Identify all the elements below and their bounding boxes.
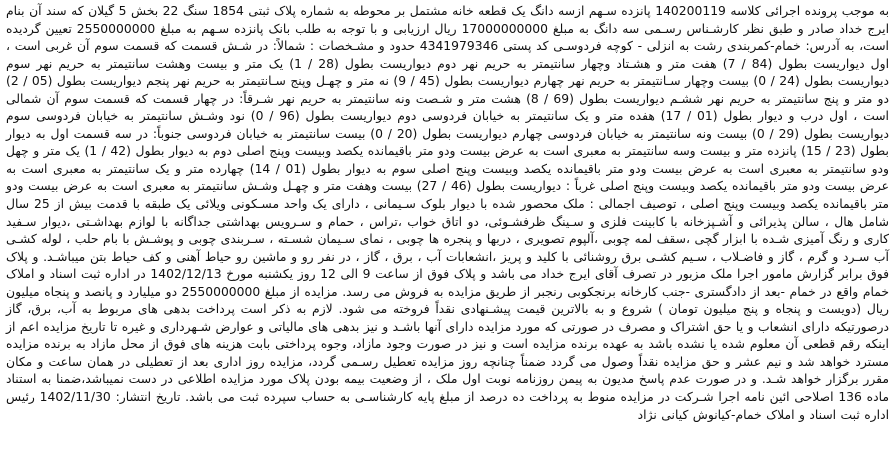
- auction-notice-body: به موجب پرونده اجرائی کلاسه 140200119 پانزده سـهم ازسه دانگ یک قطعه خانه مشتمل بر محوطه به شماره پلاک ثبتی 1854 سنگ 22 بخش 5 گیلان که سند آن بنام ایرج خداد صادر و طبق نظر کارشـناس رسـمی سه دانگ به مبلغ 17000000000 ریال ارزیابی و با توجه به طلب بانک پانزده سـهم به مبلغ 2550000000 تعیین گردیده است، به آدرس: خمام-کمربندی رشت به انزلی - کوچه فردوسـی کد پستی 4341979346 حدود و مشـخصات : شمالاً: در شـش قسمت که قسمت سوم آن غربی است ، اول دیواریست بطول (84 / 7) هفت متر و هشـتاد وچهار سانتیمتر به حریم نهر دوم دیواریست بطول (28 / 1) یک متر و بیست وهشت سانتیمتر به حریم نهر سوم دیواریست بطول (24 / 0) بیست وچهار سـانتیمتر به حریم نهر چهارم دیواریست بطول (45 / 9) نه متر و چهـل وپنج سـانتیمتر به حریم نهر پنجم دیواریست بطول (05 / 2) دو متر و پنج سانتیمتر به حریم نهر ششـم دیواریست بطول (69 / 8) هشت متر و شـصت ونه سانتیمتر به حریم نهر شـرقاً: در چهار قسمت که قسمت سوم آن شمالی است ، اول درب و دیوار بطول (01 / 17) هفده متر و یک سانتیمتر به خیابان فردوسی دوم دیواریست بطول (96 / 0) نود وشـش سانتیمتر به خیابان فردوسی سوم دیواریست بطول (29 / 0) بیست ونه سانتیمتر به خیابان فردوسی چهارم دیواریست بطول (20 / 0) بیست سانتیمتر به خیابان فردوسی جنوباً: در سه قسمت اول به دیوار بطول (23 / 15) پانزده متر و بیست وسه سانتیمتر به معبری است به عرض بیست ودو متر باقیمانده یکصد وبیست وپنج اصلی دوم به دیوار بطول (42 / 1) یک متر و چهل ودو سانتیمتر به معبری است به عرض بیست ودو متر باقیمانده یکصد وبیست وپنج اصلی سوم به دیوار بطول (01 / 14) چهارده متر و یک سانتیمتر به معبری است به عرض بیست ودو متر باقیمانده یکصد وبیست وپنج اصلی غرباً : دیواریست بطول (46 / 27) بیست وهفت متر و چهـل وشـش سانتیمتر به معبری است به عرض بیست ودو متر باقیمانده یکصد وبیست وپنج اصلی ، توصیف اجمالی : ملک محصور شده با دیوار بلوک سـیمانی ، دارای یک واحد مسـکونی ویلائی یک طبقه با قدمت بیش از 25 سال شامل هال ، سالن پذیرائی و آشـپزخانه با کابینت فلزی و سـینگ ظرفشـوئی، دو اتاق خواب ،تراس ، حمام و سـرویس بهداشتی جداگانه با لوازم بهداشـتی ،دیوار سـفید کاری و رنگ آمیزی شـده با ابزار گچی ،سقف لمه چوبی ،آلپوم تصویری ، دربها و پنجره ها چوبی ، نمای سـیمان شسـته ، سـربندی چوبی و پوشـش با بام حلب ، لوله کشـی آب سـرد و گرم ، گاز و فاضـلاب ، سـیم کشـی برق روشنائی با کلید و پریز ،انشعابات آب ، برق ، گاز ، در نفر رو و ماشین رو حیاط آهنی و کف حیاط بتن میباشـد. و پلاک فوق برابر گزارش مامور اجرا ملک مزبور در تصرف آقای ایرج خداد می باشد و پلاک فوق از ساعت 9 الی 12 روز یکشنبه مورخ 1402/12/13 در اداره ثبت اسناد و املاک خمام واقع در خمام -بعد از دادگستری -جنب کارخانه برنجکوبی رنجبر از طریق مزایده به فروش می رسد. مزایده از مبلغ 2550000000 دو میلیارد و پانصد و پنجاه میلیون ریال (دویست و پنجاه و پنج میلیون تومان ) شروع و به بالاترین قیمت پیشـنهادی نقداً فروخته می شود. لازم به ذکر است پرداخت بدهی های مربوط به آب، برق، گاز درصورتیکه دارای انشعاب و یا حق اشتراک و مصرف در صورتی که مورد مزایده دارای آنها باشـد و نیز بدهی های مالیاتی و عوارض شـهرداری و غیره تا تاریخ مزایده اعم از اینکه رقم قطعی آن معلوم شده یا نشده باشد به عهده برنده مزایده است و نیز در صورت وجود مازاد، وجوه پرداختی بابت هزینه های فوق از محل مازاد به برنده مزایده مسترد خواهد شد و نیم عشر و حق مزایده نقداً وصول می گردد ضمناً چنانچه روز مزایده تعطیل رسـمی گردد، مزایده روز اداری بعد از تعطیلی در همان ساعت و مکان مقرر برگزار خواهد شـد. و در صورت عدم پاسخ مدیون به پیمن روزنامه نوبت اول ملک ، از وضعیت بیمه بودن پلاک مورد مزایده اطلاعی در دست نمیباشد،ضمنا به استناد ماده 136 اصلاحی ائین نامه اجرا شـرکت در مزایده منوط به پرداخت ده درصد از مبلغ پایه کارشناسـی به حساب سپرده ثبت می باشد. تاریخ انتشار: 1402/11/30 رئیس اداره ثبت اسناد و املاک خمام-کیانوش کیانی نژاد: [6, 4, 890, 422]
